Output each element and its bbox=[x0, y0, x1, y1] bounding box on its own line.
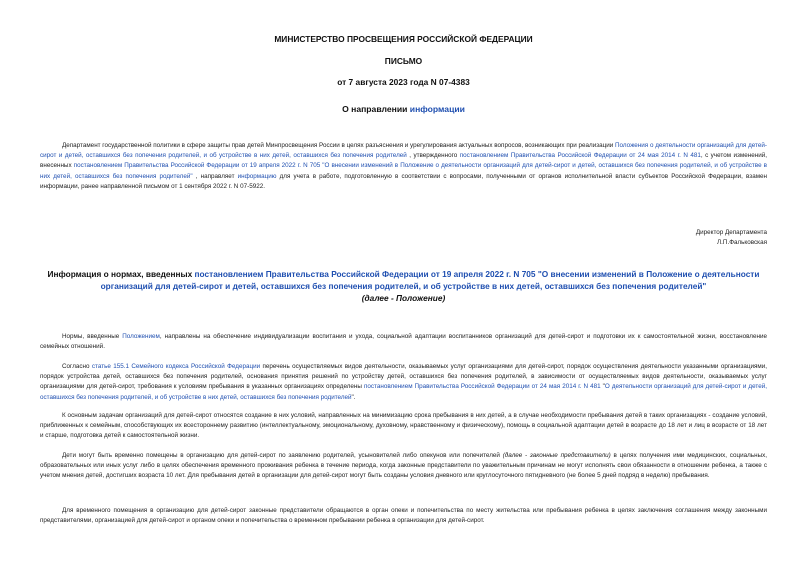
info-paragraph-5: Для временного помещения в организацию для детей-сирот законные представители обращаются в орган опеки и попечительства по месту жительства или пребывания ребенка в целях заключения соглашения между законными представителями, организацией для детей-сирот и органом опеки и попечительства о временном пребывании ребенка в организации для детей-сирот. bbox=[40, 507, 767, 525]
letter-text-5: для учета в работе, подготовленную в соответствии с вопросами, полученными от органов исполнительной власти субъектов Российской Федерации, взамен информации, ранее направленной письмом от 1 сентября 2022 г. N 07-5922. bbox=[40, 172, 768, 190]
information-title-link[interactable]: постановлением Правительства Российской Федерации от 19 апреля 2022 г. N 705 "О внесении изменений в Положение о деятельности организаций для детей-сирот и детей, оставшихся без попечения родителей, и об устройстве в них детей, оставшихся без попечения родителей" bbox=[100, 269, 760, 291]
polozhenie-link[interactable]: Положения о деятельности организаций для детей-сирот и детей, оставшихся без попечения родителей, и об устройстве в них детей, оставшихся без попечения родителей bbox=[40, 142, 767, 160]
info-p1-polozhenie-link[interactable]: Положением bbox=[122, 333, 160, 340]
document-type-heading: ПИСЬМО bbox=[384, 56, 423, 66]
info-paragraph-2 bbox=[40, 362, 767, 403]
letter-text-2: , утвержденного bbox=[406, 152, 460, 160]
info-p1-text-1: Нормы, введенные bbox=[62, 333, 123, 340]
letter-text-4: , направляет bbox=[192, 172, 238, 180]
info-paragraph-1 bbox=[40, 332, 767, 352]
letter-paragraph bbox=[40, 141, 767, 192]
subject-prefix: О направлении bbox=[342, 104, 410, 114]
info-paragraph-3: К основным задачам организаций для детей-сирот относятся создание в них условий, направленных на минимизацию срока пребывания в них детей, а в случае необходимости пребывания детей в таких организациях - создание условий, приближенных к семейным, способствующих их всестороннему развитию (интеллектуальному, эмоциональному, духовному, нравственному и физическому), помощь в социальной адаптации детей в возрасте до 18 лет и лиц в возрасте от 18 лет и старше, подготовка детей к самостоятельной жизни. bbox=[40, 412, 767, 440]
info-p2-title-link[interactable]: О деятельности организаций для детей-сирот и детей, оставшихся без попечения родителей, и об устройстве в них детей, оставшихся без попечения родителей bbox=[40, 383, 767, 401]
letter-text-3: , с учетом изменений, внесенных bbox=[40, 152, 767, 170]
info-p4-text-2: в целях получения ими медицинских, социальных, образовательных или иных услуг либо в целях обеспечения временного проживания ребенка в течение периода, когда законные представители по уважительным причинам не могут исполнять свои обязанности в отношении ребенка, а также с учетом мнения детей, достигших возраста 10 лет. Для пребывания детей в организации для детей-сирот могут быть созданы условия дневного или круглосуточного пятидневного (не более 5 дней подряд в неделю) пребывания. bbox=[40, 452, 767, 480]
info-p2-postanovlenie-481-link[interactable]: постановлением Правительства Российской Федерации от 24 мая 2014 г. N 481 bbox=[363, 383, 601, 391]
document-date-number: от 7 августа 2023 года N 07-4383 bbox=[337, 77, 470, 87]
information-title-text: Информация о нормах, введенных bbox=[47, 269, 195, 279]
subject-information-link[interactable]: информации bbox=[409, 104, 465, 114]
info-p2-text-2: перечень осуществляемых видов деятельности, оказываемых услуг организациями для детей-сирот, порядок осуществления деятельности указанными организациями, порядок устройства детей, оставшихся без попечения родителей, основания принятия решений по устройству детей, оставшихся без попечения родителей, в зависимости от осуществляемых видов деятельности, оказываемых услуг организациями для детей-сирот, требования к условиям пребывания в указанных организациях определены bbox=[40, 363, 767, 391]
information-link[interactable]: информацию bbox=[237, 172, 277, 180]
info-p2-text-1: Согласно bbox=[62, 363, 92, 370]
information-title bbox=[40, 268, 767, 304]
information-title-note: (далее - Положение) bbox=[361, 293, 446, 303]
postanovlenie-481-link[interactable]: постановлением Правительства Российской Федерации от 24 мая 2014 г. N 481 bbox=[459, 152, 701, 160]
info-p4-italic: (далее - законные представители) bbox=[502, 452, 611, 459]
ministry-heading: МИНИСТЕРСТВО ПРОСВЕЩЕНИЯ РОССИЙСКОЙ ФЕДЕРАЦИИ bbox=[274, 34, 533, 44]
signature-name: Л.П.Фальковская bbox=[717, 239, 767, 246]
document-subject bbox=[0, 104, 807, 114]
info-p2-text-3: " bbox=[600, 383, 605, 391]
letter-text-1: Департамент государственной политики в сфере защиты прав детей Минпросвещения России в целях разъяснения и урегулирования актуальных вопросов, возникающих при реализации bbox=[62, 142, 615, 149]
info-p2-text-4: ". bbox=[351, 393, 356, 401]
info-paragraph-4 bbox=[40, 451, 767, 482]
postanovlenie-705-link[interactable]: постановлением Правительства Российской Федерации от 19 апреля 2022 г. N 705 "О внесении изменений в Положение о деятельности организаций для детей-сирот и детей, оставшихся без попечения родителей, и об устройстве в них детей, оставшихся без попечения родителей" bbox=[40, 162, 767, 180]
info-p4-text-1: Дети могут быть временно помещены в организацию для детей-сирот по заявлению родителей, усыновителей либо опекунов или попечителей bbox=[62, 452, 503, 459]
info-p1-text-2: , направлены на обеспечение индивидуализации воспитания и ухода, социальной адаптации воспитанников организаций для детей-сирот и подготовки их к самостоятельной жизни, восстановление семейных отношений. bbox=[40, 333, 767, 351]
family-code-article-link[interactable]: статье 155.1 Семейного кодекса Российской Федерации bbox=[91, 363, 261, 370]
signature-position: Директор Департамента bbox=[695, 229, 767, 236]
